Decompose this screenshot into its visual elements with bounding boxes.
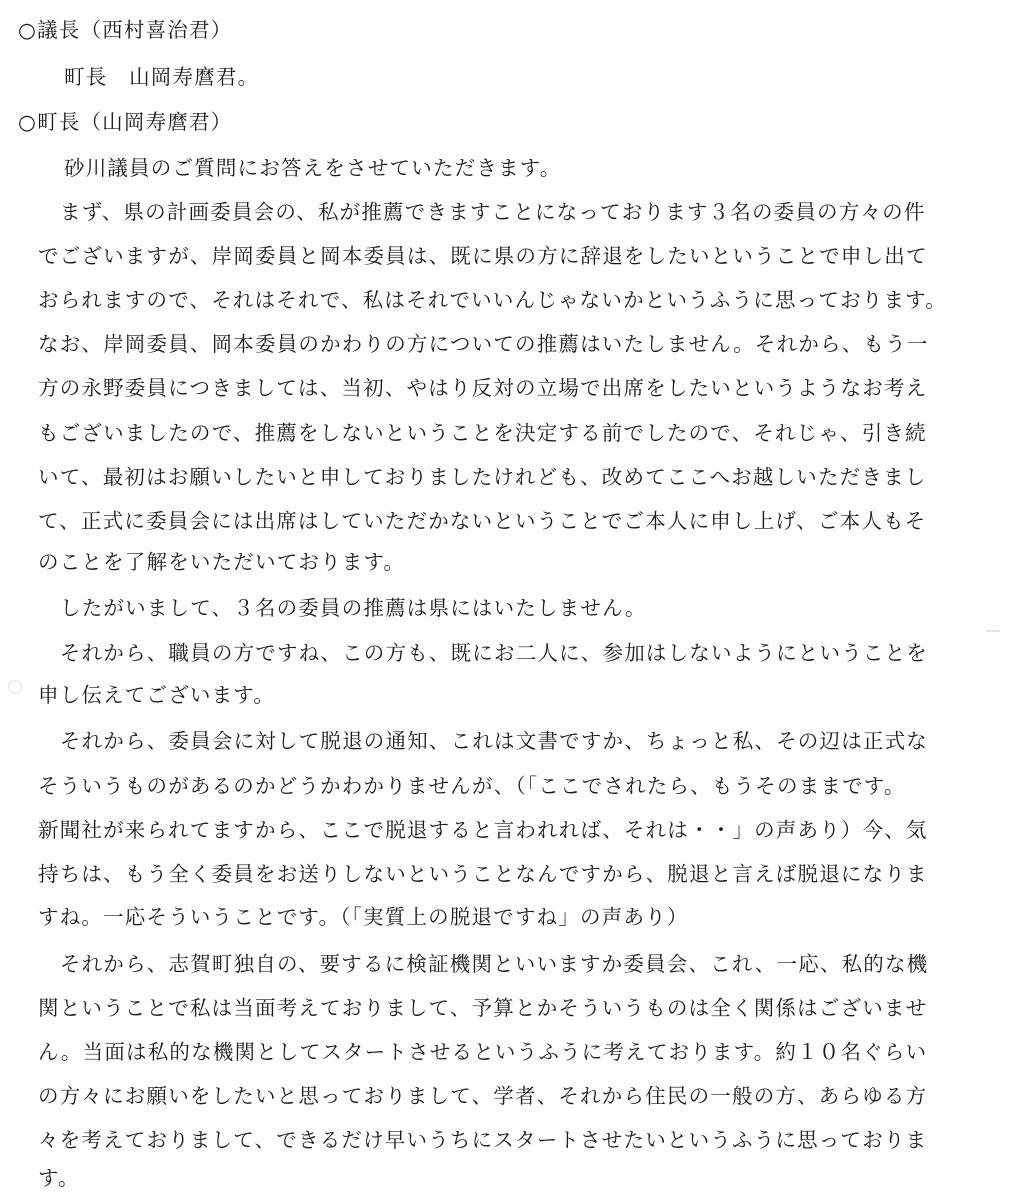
scan-artifact [8,680,22,694]
text-line: の方々にお願いをしたいと思っておりまして、学者、それから住民の一般の方、あらゆる方 [38,1084,928,1108]
text-line: もございましたので、推薦をしないということを決定する前でしたので、それじゃ、引き続 [38,421,927,445]
text-line: のことを了解をいただいております。 [38,550,406,574]
speaker-heading-mayor: ○町長（山岡寿麿君） [18,110,233,134]
text-line: それから、委員会に対して脱退の通知、これは文書ですか、ちょっと私、その辺は正式な [60,729,928,753]
text-line: まず、県の計画委員会の、私が推薦できますことになっております３名の委員の方々の件 [60,200,926,224]
text-line: したがいまして、３名の委員の推薦は県にはいたしません。 [60,596,647,620]
text-line: 関ということで私は当面考えておりまして、予算とかそういうものは全く関係はございませ [38,996,928,1020]
text-line: 新聞社が来られてますから、ここで脱退すると言われれば、それは・・」の声あり）今、気 [38,818,928,842]
text-line: て、正式に委員会には出席はしていただかないということでご本人に申し上げ、ご本人もそ [38,509,927,533]
text-line: おられますので、それはそれで、私はそれでいいんじゃないかというふうに思っております。 [38,288,947,312]
text-line: でございますが、岸岡委員と岡本委員は、既に県の方に辞退をしたいということで申し出て [38,244,928,268]
scan-artifact [986,630,1000,632]
text-line: いて、最初はお願いしたいと申しておりましたけれども、改めてここへお越しいただきまし [38,465,927,489]
text-line: す。 [38,1166,80,1190]
text-line: それから、職員の方ですね、この方も、既にお二人に、参加はしないようにということを [60,641,928,665]
text-line: 持ちは、もう全く委員をお送りしないということなんですから、脱退と言えば脱退になりま [38,862,928,886]
speaker-heading-chair: ○議長（西村喜治君） [18,18,233,42]
text-line: なお、岸岡委員、岡本委員のかわりの方についての推薦はいたしません。それから、もう一 [38,332,929,356]
text-line: 砂川議員のご質問にお答えをさせていただきます。 [64,156,562,180]
text-line: 々を考えておりまして、できるだけ早いうちにスタートさせたいというふうに思っておりま [38,1128,928,1152]
text-line: それから、志賀町独自の、要するに検証機関といいますか委員会、これ、一応、私的な機 [60,952,929,976]
text-line: そういうものがあるのかどうかわかりませんが、（「ここでされたら、もうそのままです。 [38,774,906,798]
text-line: 町長 山岡寿麿君。 [64,65,260,89]
text-line: 申し伝えてございます。 [38,683,276,707]
text-line: すね。一応そういうことです。（「実質上の脱退ですね」の声あり） [38,905,689,929]
text-line: ん。当面は私的な機関としてスタートさせるというふうに考えております。約１０名ぐらい [38,1040,928,1064]
text-line: 方の永野委員につきましては、当初、やはり反対の立場で出席をしたいというようなお考え [38,376,928,400]
